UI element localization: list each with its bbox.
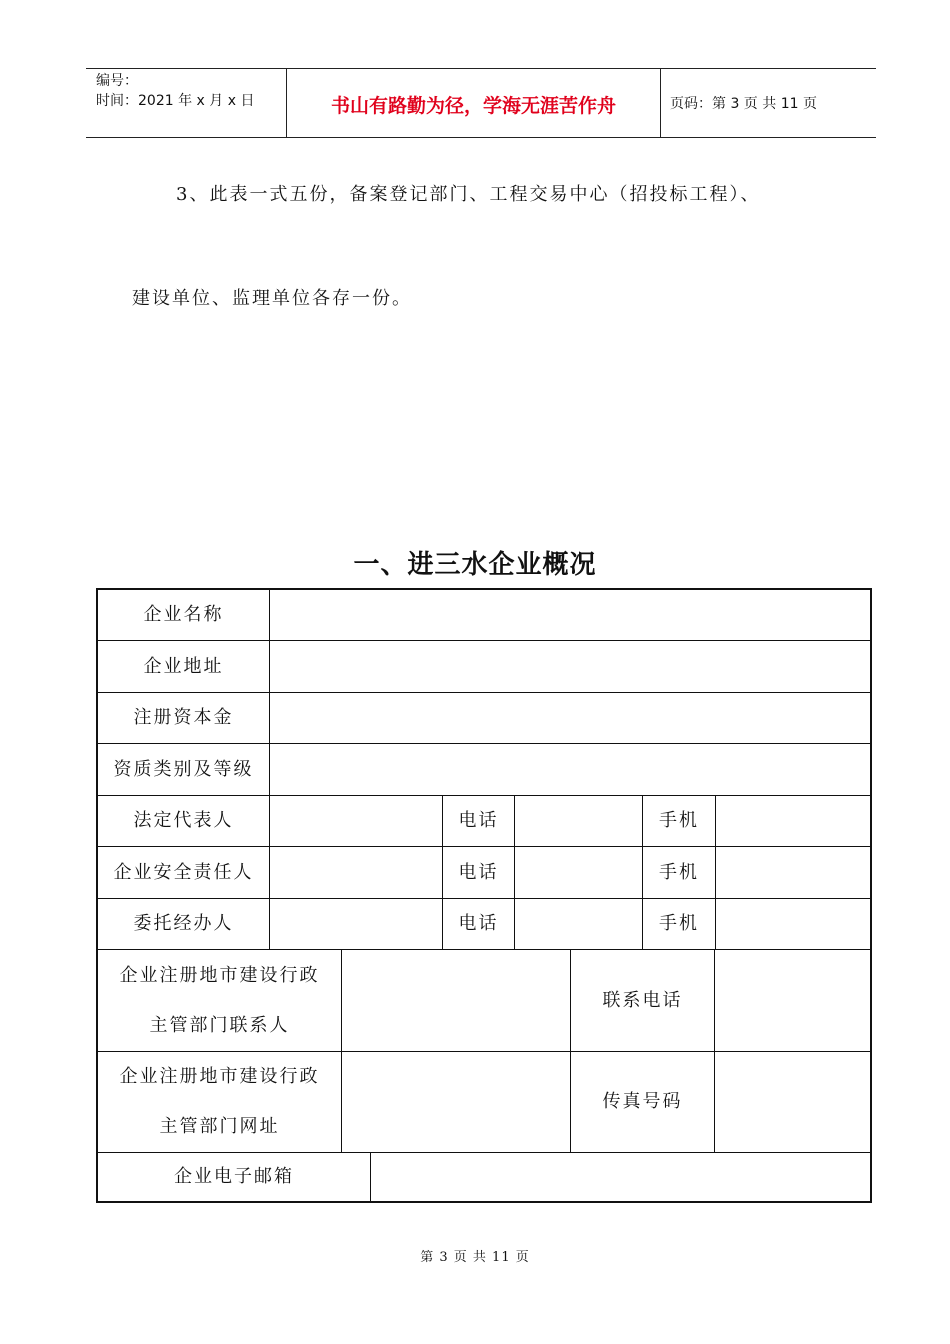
header-meta	[96, 71, 254, 111]
field-registered-capital[interactable]	[270, 693, 870, 743]
label-qualification: 资质类别及等级	[113, 758, 254, 780]
field-fax[interactable]	[715, 1052, 870, 1152]
label-authority-contact-line2: 主管部门联系人	[149, 1014, 290, 1036]
label-contact-phone: 联系电话	[602, 989, 683, 1011]
field-authority-website[interactable]	[342, 1052, 570, 1152]
header-time: 时间：2021 年 x 月 x 日	[96, 93, 255, 109]
label-authority-website-line1: 企业注册地市建设行政	[119, 1066, 320, 1087]
field-contact-phone[interactable]	[715, 950, 870, 1051]
field-legal-rep-mobile[interactable]	[716, 796, 870, 846]
label-authority-contact	[98, 950, 341, 1051]
label-registered-capital: 注册资本金	[133, 707, 234, 728]
header-motto: 书山有路勤为径，学海无涯苦作舟	[330, 95, 616, 117]
field-safety-officer-mobile[interactable]	[716, 847, 870, 898]
label-legal-rep: 法定代表人	[133, 810, 234, 831]
section-title: 一、进三水企业概况	[353, 550, 597, 580]
label-mobile: 手机	[659, 810, 699, 831]
field-agent[interactable]	[270, 899, 442, 949]
label-phone: 电话	[458, 810, 499, 831]
header-number: 编号：	[96, 73, 138, 89]
label-authority-contact-line1: 企业注册地市建设行政	[119, 964, 320, 986]
note-line-1: 3、此表一式五份，备案登记部门、工程交易中心（招投标工程）、	[176, 184, 761, 205]
page-header	[86, 68, 876, 138]
field-legal-rep[interactable]	[270, 796, 442, 846]
label-company-address: 企业地址	[143, 655, 224, 677]
field-safety-officer-phone[interactable]	[515, 847, 642, 898]
field-authority-contact[interactable]	[342, 950, 570, 1051]
label-email: 企业电子邮箱	[174, 1166, 294, 1187]
header-page-number: 页码：第 3 页 共 11 页	[670, 96, 817, 112]
label-company-name: 企业名称	[143, 604, 224, 625]
label-mobile: 手机	[659, 913, 699, 934]
label-safety-officer: 企业安全责任人	[113, 861, 254, 883]
field-safety-officer[interactable]	[270, 847, 442, 898]
field-agent-phone[interactable]	[515, 899, 642, 949]
header-divider	[660, 69, 661, 137]
label-mobile: 手机	[659, 861, 699, 883]
label-fax: 传真号码	[602, 1091, 683, 1112]
field-legal-rep-phone[interactable]	[515, 796, 642, 846]
label-phone: 电话	[458, 861, 499, 883]
field-company-name[interactable]	[270, 590, 870, 640]
label-authority-website	[98, 1052, 341, 1152]
label-authority-website-line2: 主管部门网址	[159, 1116, 280, 1137]
page-footer: 第 3 页 共 11 页	[420, 1250, 530, 1265]
label-agent: 委托经办人	[133, 913, 234, 934]
field-agent-mobile[interactable]	[716, 899, 870, 949]
label-phone: 电话	[458, 913, 499, 934]
field-qualification[interactable]	[270, 744, 870, 795]
field-email[interactable]	[371, 1153, 870, 1201]
company-overview-table	[96, 588, 872, 1203]
note-line-2: 建设单位、监理单位各存一份。	[132, 288, 412, 309]
field-company-address[interactable]	[270, 641, 870, 692]
